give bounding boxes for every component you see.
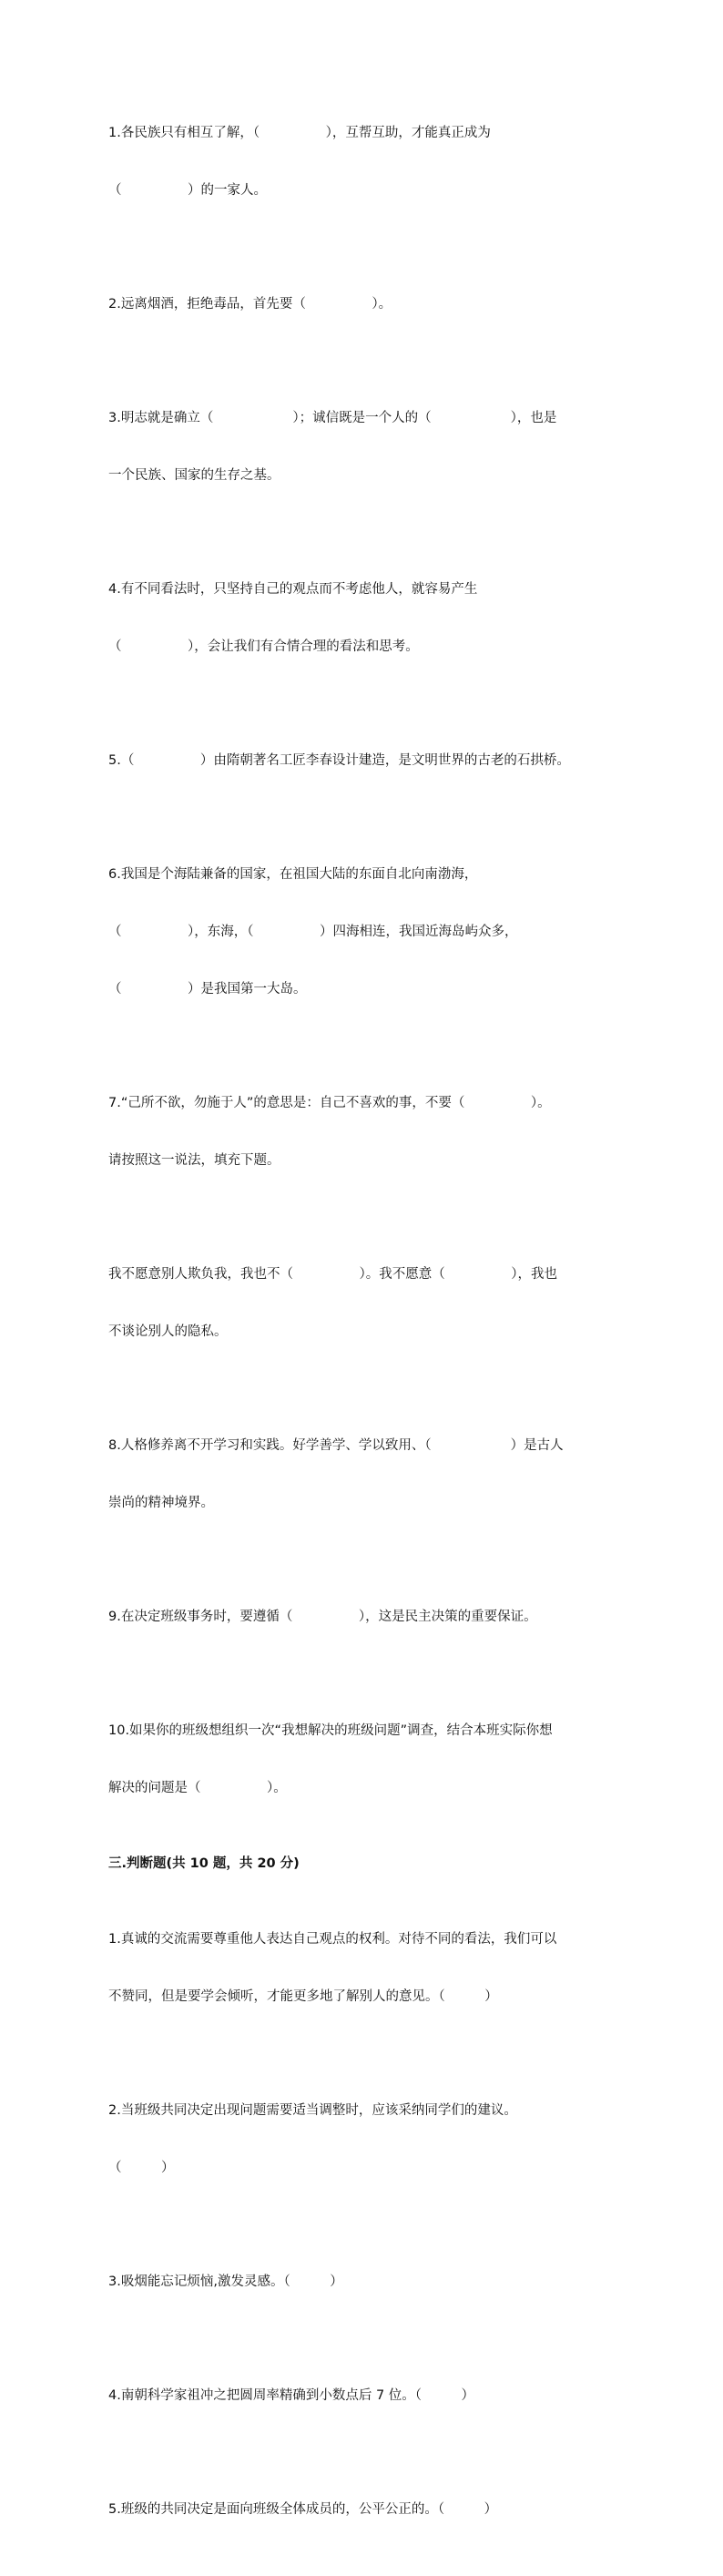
question-8-line-2: 崇尚的精神境界。 xyxy=(108,1496,214,1510)
judgment-2-line-2: （ ） xyxy=(108,2161,175,2175)
question-10-line-2: 解决的问题是（ ）。 xyxy=(108,1781,287,1795)
judgment-3 xyxy=(108,2234,618,2330)
judgment-4-line-1: 4.南朝科学家祖冲之把圆周率精确到小数点后 7 位。（ ） xyxy=(108,2388,475,2403)
judgment-2-line-1: 2.当班级共同决定出现问题需要适当调整时，应该采纳同学们的建议。 xyxy=(108,2103,517,2118)
section-3-heading: 三.判断题(共 10 题，共 20 分) xyxy=(108,1856,300,1871)
question-8 xyxy=(108,1398,618,1551)
judgment-2 xyxy=(108,2063,618,2216)
worksheet-page xyxy=(108,86,618,2576)
question-5-line-1: 5.（ ）由隋朝著名工匠李春设计建造，是文明世界的古老的石拱桥。 xyxy=(108,753,570,768)
question-7 xyxy=(108,1056,618,1209)
question-7-subquestion xyxy=(108,1227,618,1380)
judgment-1-line-2: 不赞同，但是要学会倾听，才能更多地了解别人的意见。（ ） xyxy=(108,1989,498,2004)
question-4-line-1: 4.有不同看法时，只坚持自己的观点而不考虑他人，就容易产生 xyxy=(108,582,478,597)
question-10 xyxy=(108,1683,618,1836)
question-6-line-1: 6.我国是个海陆兼备的国家，在祖国大陆的东面自北向南渤海， xyxy=(108,867,478,882)
question-1-line-2: （ ）的一家人。 xyxy=(108,183,267,198)
question-2-line-1: 2.远离烟酒，拒绝毒品，首先要（ ）。 xyxy=(108,297,392,312)
judgment-1 xyxy=(108,1892,618,2045)
judgment-4 xyxy=(108,2348,618,2444)
judgment-5 xyxy=(108,2462,618,2558)
question-4-line-2: （ ），会让我们有合情合理的看法和思考。 xyxy=(108,639,419,654)
question-10-line-1: 10.如果你的班级想组织一次“我想解决的班级问题”调查，结合本班实际你想 xyxy=(108,1723,553,1738)
question-7-line-2: 请按照这一说法，填充下题。 xyxy=(108,1153,280,1168)
question-7-sub-line-1: 我不愿意别人欺负我，我也不（ ）。我不愿意（ ），我也 xyxy=(108,1267,557,1282)
question-1 xyxy=(108,86,618,239)
question-4 xyxy=(108,542,618,695)
question-8-line-1: 8.人格修养离不开学习和实践。好学善学、学以致用、（ ）是古人 xyxy=(108,1438,564,1453)
judgment-5-line-1: 5.班级的共同决定是面向班级全体成员的，公平公正的。（ ） xyxy=(108,2502,498,2517)
judgment-1-line-1: 1.真诚的交流需要尊重他人表达自己观点的权利。对待不同的看法，我们可以 xyxy=(108,1932,557,1947)
question-7-line-1: 7.“己所不欲，勿施于人”的意思是：自己不喜欢的事，不要（ ）。 xyxy=(108,1096,551,1110)
question-2 xyxy=(108,257,618,353)
question-1-line-1: 1.各民族只有相互了解，（ ），互帮互助，才能真正成为 xyxy=(108,126,491,140)
question-3-line-1: 3.明志就是确立（ ）；诚信既是一个人的（ ），也是 xyxy=(108,411,557,425)
question-5 xyxy=(108,713,618,809)
question-6 xyxy=(108,827,618,1038)
judgment-3-line-1: 3.吸烟能忘记烦恼,激发灵感。（ ） xyxy=(108,2274,343,2289)
question-3 xyxy=(108,371,618,524)
question-9 xyxy=(108,1569,618,1665)
question-6-line-2: （ ），东海，（ ）四海相连，我国近海岛屿众多， xyxy=(108,925,518,939)
question-9-line-1: 9.在决定班级事务时，要遵循（ ），这是民主决策的重要保证。 xyxy=(108,1610,537,1624)
question-7-sub-line-2: 不谈论别人的隐私。 xyxy=(108,1324,228,1339)
question-6-line-3: （ ）是我国第一大岛。 xyxy=(108,982,307,997)
question-3-line-2: 一个民族、国家的生存之基。 xyxy=(108,468,280,483)
